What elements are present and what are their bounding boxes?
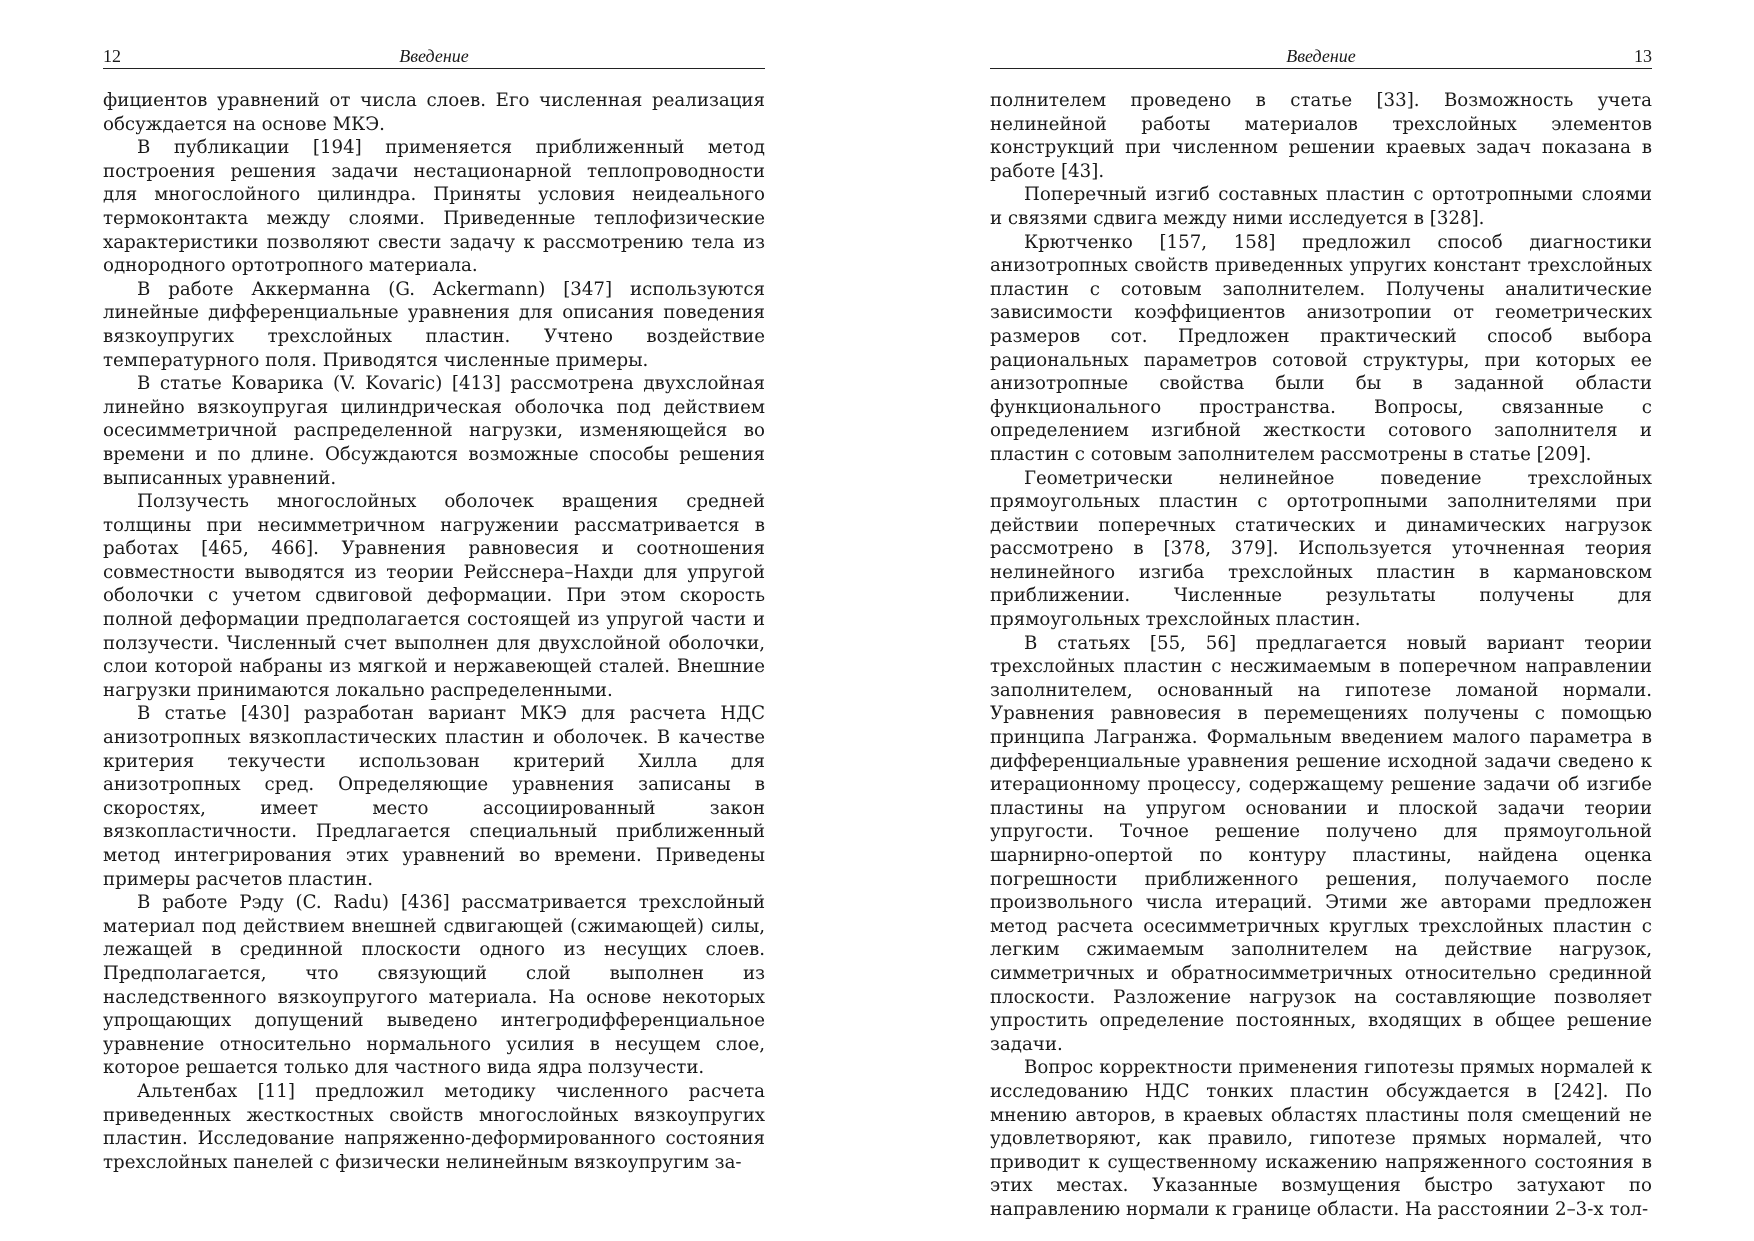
paragraph: В статье Коварика (V. Kovaric) [413] рассмотрена двухслойная линейно вязкоупругая цилиндрическая оболочка под действием осесимметричной распределенной нагрузки, изменяющейся во времени и по длине. Обсуждаются возможные способы решения выписанных уравнений. xyxy=(103,373,765,489)
page-number: 12 xyxy=(103,46,121,66)
paragraph: Поперечный изгиб составных пластин с ортотропными слоями и связями сдвига между ними исследуется в [328]. xyxy=(990,184,1652,229)
paragraph: полнителем проведено в статье [33]. Возможность учета нелинейной работы материалов трехслойных элементов конструкций при численном решении краевых задач показана в работе [43]. xyxy=(990,90,1652,182)
running-title: Введение xyxy=(399,46,469,66)
page-number: 13 xyxy=(1634,46,1652,66)
left-page xyxy=(103,44,765,1174)
paragraph: Ползучесть многослойных оболочек вращения средней толщины при несимметричном нагружении рассматривается в работах [465, 466]. Уравнения равновесия и соотношения совместности выводятся из теории Рейсснера–Нахди для упругой оболочки с учетом сдвиговой деформации. При этом скорость полной деформации предполагается состоящей из упругой части и ползучести. Численный счет выполнен для двухслойной оболочки, слои которой набраны из мягкой и нержавеющей сталей. Внешние нагрузки принимаются локально распределенными. xyxy=(103,491,765,701)
paragraph: фициентов уравнений от числа слоев. Его численная реализация обсуждается на основе МКЭ. xyxy=(103,90,765,135)
paragraph: В работе Аккерманна (G. Ackermann) [347] используются линейные дифференциальные уравнения для описания поведения вязкоупругих трехслойных пластин. Учтено воздействие температурного поля. Приводятся численные примеры. xyxy=(103,278,765,371)
page-body xyxy=(103,89,765,1174)
page-body xyxy=(990,89,1652,1222)
paragraph: Геометрически нелинейное поведение трехслойных прямоугольных пластин с ортотропными заполнителями при действии поперечных статических и динамических нагрузок рассмотрено в [378, 379]. Используется уточненная теория нелинейного изгиба трехслойных пластин в кармановском приближении. Численные результаты получены для прямоугольных трехслойных пластин. xyxy=(990,467,1652,631)
running-header xyxy=(990,44,1652,69)
paragraph: В статье [430] разработан вариант МКЭ для расчета НДС анизотропных вязкопластических пластин и оболочек. В качестве критерия текучести использован критерий Хилла для анизотропных сред. Определяющие уравнения записаны в скоростях, имеет место ассоциированный закон вязкопластичности. Предлагается специальный приближенный метод интегрирования этих уравнений во времени. Приведены примеры расчетов пластин. xyxy=(103,703,765,890)
paragraph: В статьях [55, 56] предлагается новый вариант теории трехслойных пластин с несжимаемым в поперечном направлении заполнителем, основанный на гипотезе ломаной нормали. Уравнения равновесия в перемещениях получены с помощью принципа Лагранжа. Формальным введением малого параметра в дифференциальные уравнения решение исходной задачи сведено к итерационному процессу, содержащему решение задачи об изгибе пластины на упругом основании и плоской задачи теории упругости. Точное решение получено для прямоугольной шарнирно-опертой по контуру пластины, найдена оценка погрешности приближенного решения, получаемого после произвольного числа итераций. Этими же авторами предложен метод расчета осесимметричных круглых трехслойных пластин с легким сжимаемым заполнителем на действие нагрузок, симметричных и обратносимметричных относительно срединной плоскости. Разложение нагрузок на составляющие позволяет упростить определение постоянных, входящих в общее решение задачи. xyxy=(990,632,1652,1055)
running-header xyxy=(103,44,765,69)
paragraph: В публикации [194] применяется приближенный метод построения решения задачи нестационарной теплопроводности для многослойного цилиндра. Приняты условия неидеального термоконтакта между слоями. Приведенные теплофизические характеристики позволяют свести задачу к рассмотрению тела из однородного ортотропного материала. xyxy=(103,137,765,277)
paragraph: В работе Рэду (C. Radu) [436] рассматривается трехслойный материал под действием внешней сдвигающей (сжимающей) силы, лежащей в срединной плоскости одного из несущих слоев. Предполагается, что связующий слой выполнен из наследственного вязкоупругого материала. На основе некоторых упрощающих допущений выведено интегродифференциальное уравнение относительно нормального усилия в несущем слое, которое решается только для частного вида ядра ползучести. xyxy=(103,892,765,1079)
paragraph: Вопрос корректности применения гипотезы прямых нормалей к исследованию НДС тонких пластин обсуждается в [242]. По мнению авторов, в краевых областях пластины поля смещений не удовлетворяют, как правило, гипотезе прямых нормалей, что приводит к существенному искажению напряженного состояния в этих местах. Указанные возмущения быстро затухают по направлению нормали к границе области. На расстоянии 2–3-х тол- xyxy=(990,1057,1652,1220)
right-page xyxy=(990,44,1652,1222)
running-title: Введение xyxy=(1286,46,1356,66)
paragraph: Альтенбах [11] предложил методику численного расчета приведенных жесткостных свойств многослойных вязкоупругих пластин. Исследование напряженно-деформированного состояния трехслойных панелей с физически нелинейным вязкоупругим за- xyxy=(103,1080,765,1173)
paragraph: Крютченко [157, 158] предложил способ диагностики анизотропных свойств приведенных упругих констант трехслойных пластин с сотовым заполнителем. Получены аналитические зависимости коэффициентов анизотропии от геометрических размеров сот. Предложен практический способ выбора рациональных параметров сотовой структуры, при которых ее анизотропные свойства были бы в заданной области функционального пространства. Вопросы, связанные с определением изгибной жесткости сотового заполнителя и пластин с сотовым заполнителем рассмотрены в статье [209]. xyxy=(990,231,1652,465)
